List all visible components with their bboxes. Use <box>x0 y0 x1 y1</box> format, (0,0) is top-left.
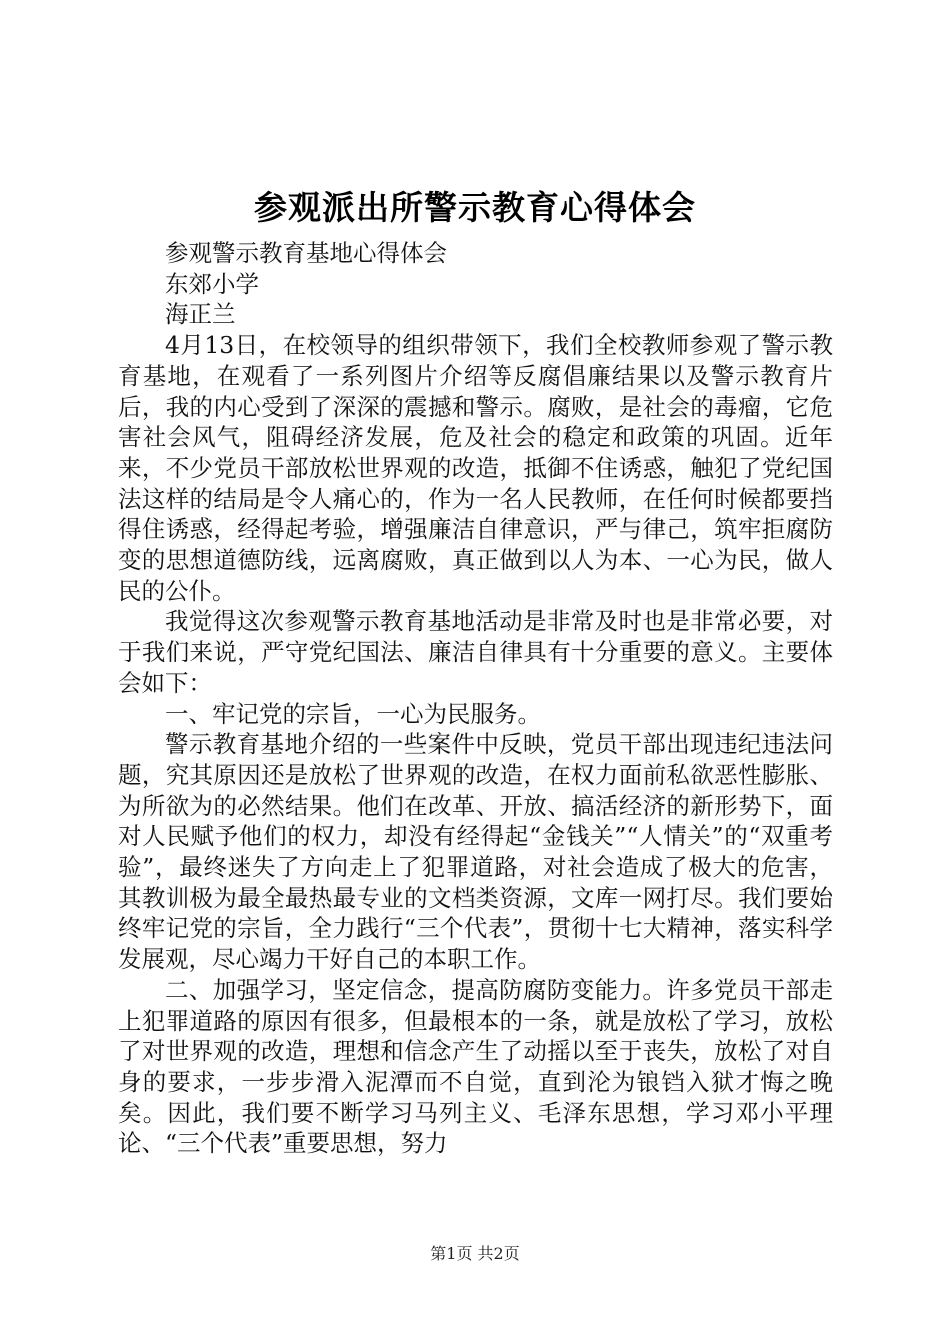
section-heading: 一、牢记党的宗旨，一心为民服务。 <box>165 699 541 728</box>
body-paragraph: 警示教育基地介绍的一些案件中反映，党员干部出现违纪违法问题，究其原因还是放松了世界观的改造，在权力面前私欲恶性膨胀、为所欲为的必然结果。他们在改革、开放、搞活经济的新形势下，面对人民赋予他们的权力，却没有经得起“金钱关”“人情关”的“双重考验”，最终迷失了方向走上了犯罪道路，对社会造成了极大的危害，其教训极为最全最热最专业的文档类资源，文库一网打尽。我们要始终牢记党的宗旨，全力践行“三个代表”，贯彻十七大精神，落实科学发展观，尽心竭力干好自己的本职工作。 <box>118 730 833 974</box>
school-name: 东郊小学 <box>165 269 259 298</box>
body-paragraph: 我觉得这次参观警示教育基地活动是非常及时也是非常必要，对于我们来说，严守党纪国法、廉洁自律具有十分重要的意义。主要体会如下： <box>118 607 833 697</box>
body-paragraph: 4月13日，在校领导的组织带领下，我们全校教师参观了警示教育基地，在观看了一系列图片介绍等反腐倡廉结果以及警示教育片后，我的内心受到了深深的震撼和警示。腐败，是社会的毒瘤，它危害社会风气，阻碍经济发展，危及社会的稳定和政策的巩固。近年来，不少党员干部放松世界观的改造，抵御不住诱惑，触犯了党纪国法这样的结局是令人痛心的，作为一名人民教师，在任何时候都要挡得住诱惑，经得起考验，增强廉洁自律意识，严与律己，筑牢拒腐防变的思想道德防线，远离腐败，真正做到以人为本、一心为民，做人民的公仆。 <box>118 331 833 605</box>
document-body <box>118 238 833 1159</box>
author-name: 海正兰 <box>165 300 236 329</box>
subtitle-paragraph: 参观警示教育基地心得体会 <box>165 239 447 267</box>
page-footer: 第1页 共2页 <box>430 1244 520 1263</box>
document-title: 参观派出所警示教育心得体会 <box>254 188 696 227</box>
body-paragraph: 二、加强学习，坚定信念，提高防腐防变能力。许多党员干部走上犯罪道路的原因有很多，但最根本的一条，就是放松了学习，放松了对世界观的改造，理想和信念产生了动摇以至于丧失，放松了对自身的要求，一步步滑入泥潭而不自觉，直到沦为锒铛入狱才悔之晚矣。因此，我们要不断学习马列主义、毛泽东思想，学习邓小平理论、“三个代表”重要思想，努力 <box>118 975 833 1158</box>
